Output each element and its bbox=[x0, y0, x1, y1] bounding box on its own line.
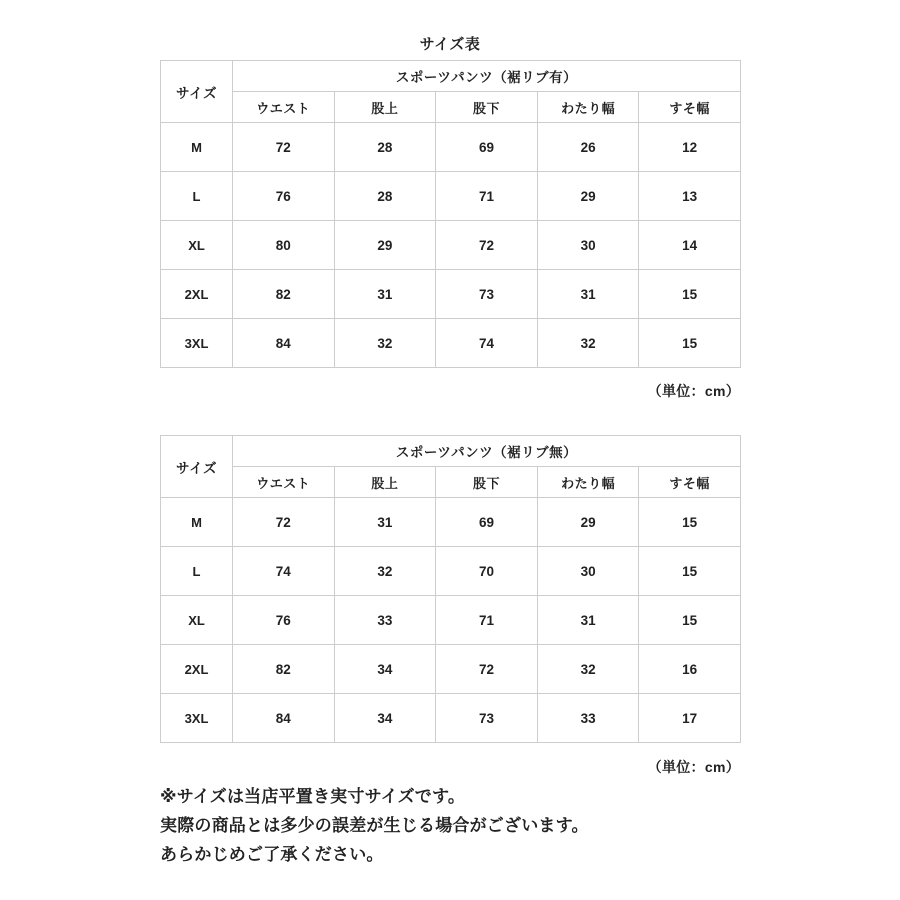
cell-waist: 76 bbox=[233, 172, 335, 221]
header-hem-width: すそ幅 bbox=[639, 467, 741, 498]
cell-thigh-width: 32 bbox=[537, 645, 639, 694]
cell-size: L bbox=[161, 172, 233, 221]
cell-size: M bbox=[161, 123, 233, 172]
note-line-1: ※サイズは当店平置き実寸サイズです。 bbox=[160, 787, 466, 806]
table-header-row-measures bbox=[161, 467, 741, 498]
cell-rise: 32 bbox=[334, 319, 436, 368]
cell-thigh-width: 29 bbox=[537, 172, 639, 221]
cell-size: 2XL bbox=[161, 645, 233, 694]
table-row bbox=[161, 694, 741, 743]
size-table-1-head bbox=[161, 61, 741, 123]
table-row bbox=[161, 645, 741, 694]
cell-thigh-width: 31 bbox=[537, 270, 639, 319]
table-row bbox=[161, 596, 741, 645]
cell-inseam: 74 bbox=[436, 319, 538, 368]
cell-size: XL bbox=[161, 221, 233, 270]
table-header-row-measures bbox=[161, 92, 741, 123]
cell-hem-width: 14 bbox=[639, 221, 741, 270]
cell-size: L bbox=[161, 547, 233, 596]
unit-note-table-1: （単位：cm） bbox=[647, 383, 740, 399]
size-table-2-body bbox=[161, 498, 741, 743]
cell-hem-width: 12 bbox=[639, 123, 741, 172]
table-row bbox=[161, 270, 741, 319]
cell-rise: 34 bbox=[334, 645, 436, 694]
cell-hem-width: 15 bbox=[639, 498, 741, 547]
cell-waist: 84 bbox=[233, 319, 335, 368]
cell-rise: 31 bbox=[334, 498, 436, 547]
cell-waist: 82 bbox=[233, 270, 335, 319]
cell-inseam: 69 bbox=[436, 498, 538, 547]
cell-rise: 28 bbox=[334, 123, 436, 172]
cell-waist: 72 bbox=[233, 123, 335, 172]
cell-hem-width: 15 bbox=[639, 596, 741, 645]
cell-thigh-width: 31 bbox=[537, 596, 639, 645]
cell-thigh-width: 29 bbox=[537, 498, 639, 547]
cell-rise: 28 bbox=[334, 172, 436, 221]
header-thigh-width: わたり幅 bbox=[537, 92, 639, 123]
cell-waist: 76 bbox=[233, 596, 335, 645]
cell-waist: 72 bbox=[233, 498, 335, 547]
cell-thigh-width: 30 bbox=[537, 221, 639, 270]
header-waist: ウエスト bbox=[233, 92, 335, 123]
size-table-1-body bbox=[161, 123, 741, 368]
cell-inseam: 69 bbox=[436, 123, 538, 172]
size-table-2-container bbox=[160, 435, 740, 743]
cell-thigh-width: 26 bbox=[537, 123, 639, 172]
cell-waist: 82 bbox=[233, 645, 335, 694]
cell-hem-width: 17 bbox=[639, 694, 741, 743]
note-line-2: 実際の商品とは多少の誤差が生じる場合がございます。 bbox=[160, 816, 589, 835]
size-table-1 bbox=[160, 60, 741, 368]
header-waist: ウエスト bbox=[233, 467, 335, 498]
cell-inseam: 73 bbox=[436, 270, 538, 319]
cell-thigh-width: 32 bbox=[537, 319, 639, 368]
cell-waist: 74 bbox=[233, 547, 335, 596]
header-size-column: サイズ bbox=[161, 61, 233, 123]
cell-hem-width: 15 bbox=[639, 270, 741, 319]
header-rise: 股上 bbox=[334, 467, 436, 498]
cell-waist: 80 bbox=[233, 221, 335, 270]
header-thigh-width: わたり幅 bbox=[537, 467, 639, 498]
cell-thigh-width: 30 bbox=[537, 547, 639, 596]
cell-rise: 31 bbox=[334, 270, 436, 319]
header-product-group: スポーツパンツ（裾リブ無） bbox=[233, 436, 741, 467]
cell-hem-width: 15 bbox=[639, 319, 741, 368]
table-row bbox=[161, 172, 741, 221]
cell-rise: 34 bbox=[334, 694, 436, 743]
size-table-1-container bbox=[160, 60, 740, 368]
cell-rise: 29 bbox=[334, 221, 436, 270]
cell-inseam: 71 bbox=[436, 172, 538, 221]
table-row bbox=[161, 319, 741, 368]
footer-notes bbox=[160, 782, 800, 869]
cell-inseam: 72 bbox=[436, 221, 538, 270]
cell-inseam: 71 bbox=[436, 596, 538, 645]
cell-thigh-width: 33 bbox=[537, 694, 639, 743]
page-title: サイズ表 bbox=[419, 36, 481, 53]
header-product-group: スポーツパンツ（裾リブ有） bbox=[233, 61, 741, 92]
table-row bbox=[161, 123, 741, 172]
table-header-row-group bbox=[161, 61, 741, 92]
size-table-2 bbox=[160, 435, 741, 743]
header-inseam: 股下 bbox=[436, 467, 538, 498]
note-line-3: あらかじめご了承ください。 bbox=[160, 845, 384, 864]
cell-inseam: 70 bbox=[436, 547, 538, 596]
table-row bbox=[161, 221, 741, 270]
cell-hem-width: 15 bbox=[639, 547, 741, 596]
cell-hem-width: 13 bbox=[639, 172, 741, 221]
cell-size: 2XL bbox=[161, 270, 233, 319]
header-inseam: 股下 bbox=[436, 92, 538, 123]
size-table-2-head bbox=[161, 436, 741, 498]
header-rise: 股上 bbox=[334, 92, 436, 123]
table-row bbox=[161, 498, 741, 547]
cell-size: 3XL bbox=[161, 694, 233, 743]
cell-waist: 84 bbox=[233, 694, 335, 743]
cell-size: 3XL bbox=[161, 319, 233, 368]
header-size-column: サイズ bbox=[161, 436, 233, 498]
cell-rise: 33 bbox=[334, 596, 436, 645]
unit-note-table-2: （単位：cm） bbox=[647, 759, 740, 775]
cell-size: XL bbox=[161, 596, 233, 645]
table-header-row-group bbox=[161, 436, 741, 467]
cell-rise: 32 bbox=[334, 547, 436, 596]
cell-size: M bbox=[161, 498, 233, 547]
header-hem-width: すそ幅 bbox=[639, 92, 741, 123]
cell-inseam: 73 bbox=[436, 694, 538, 743]
cell-hem-width: 16 bbox=[639, 645, 741, 694]
cell-inseam: 72 bbox=[436, 645, 538, 694]
table-row bbox=[161, 547, 741, 596]
